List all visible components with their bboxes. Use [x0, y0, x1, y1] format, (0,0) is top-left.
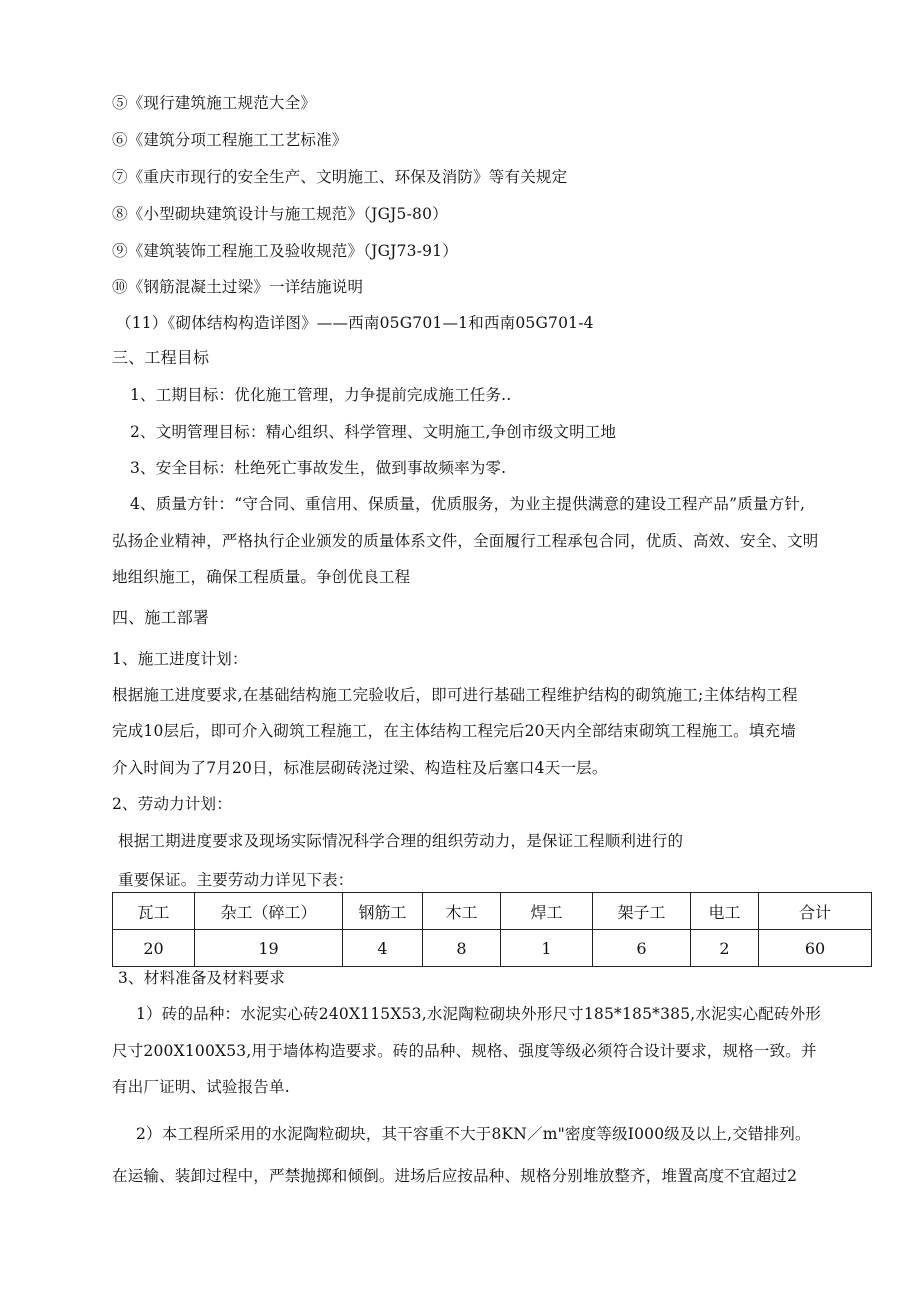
- labor-title: 2、劳动力计划：: [112, 795, 232, 813]
- reference-item: ⑩《钢筋混凝土过梁》一详结施说明: [112, 278, 364, 296]
- reference-item: ⑦《重庆市现行的安全生产、文明施工、环保及消防》等有关规定: [112, 168, 568, 186]
- section-heading: 三、工程目标: [112, 348, 210, 367]
- table-header-cell: 合计: [759, 893, 872, 930]
- quality-policy-line: 地组织施工，确保工程质量。争创优良工程: [112, 568, 411, 586]
- schedule-line: 根据施工进度要求,在基础结构施工完验收后，即可进行基础工程维护结构的砌筑施工;主体结构工程: [112, 686, 798, 704]
- table-header-cell: 焊工: [501, 893, 593, 930]
- table-header-cell: 电工: [691, 893, 759, 930]
- table-cell: 60: [759, 930, 872, 967]
- quality-policy-line: 弘扬企业精神，严格执行企业颁发的质量体系文件，全面履行工程承包合同，优质、高效、安全、文明: [112, 532, 819, 550]
- table-cell: 1: [501, 930, 593, 967]
- table-header-cell: 木工: [423, 893, 501, 930]
- reference-item: ⑧《小型砌块建筑设计与施工规范》（JGJ5-80）: [112, 205, 448, 223]
- table-cell: 8: [423, 930, 501, 967]
- table-cell: 19: [195, 930, 343, 967]
- materials-title: 3、材料准备及材料要求: [118, 969, 286, 987]
- reference-item: ⑥《建筑分项工程施工工艺标准》: [112, 131, 348, 149]
- schedule-line: 介入时间为了7月20日，标准层砌砖浇过梁、构造柱及后塞口4天一层。: [112, 759, 608, 777]
- reference-item: ⑨《建筑装饰工程施工及验收规范》（JGJ73-91）: [112, 242, 458, 260]
- table-cell: 20: [113, 930, 195, 967]
- table-header-cell: 钢筋工: [343, 893, 423, 930]
- materials-line: 1）砖的品种：水泥实心砖240X115X53,水泥陶粒砌块外形尺寸185*185*385,水泥实心配砖外形: [136, 1005, 822, 1023]
- materials-line: 尺寸200X100X53,用于墙体构造要求。砖的品种、规格、强度等级必须符合设计要求，规格一致。并: [112, 1042, 817, 1060]
- table-header-cell: 杂工（碎工）: [195, 893, 343, 930]
- table-header-row: [113, 893, 872, 930]
- schedule-title: 1、施工进度计划：: [112, 650, 248, 668]
- section-heading: 四、施工部署: [112, 608, 210, 627]
- goal-item: 3、安全目标：杜绝死亡事故发生，做到事故频率为零.: [130, 459, 507, 477]
- materials-line: 有出厂证明、试验报告单.: [112, 1078, 290, 1096]
- table-cell: 2: [691, 930, 759, 967]
- schedule-line: 完成10层后，即可介入砌筑工程施工，在主体结构工程完后20天内全部结束砌筑工程施工。填充墙: [112, 722, 796, 740]
- labor-table: [112, 892, 872, 967]
- quality-policy-line: 4、质量方针：“守合同、重信用、保质量，优质服务，为业主提供满意的建设工程产品”质量方针,: [130, 495, 806, 513]
- table-header-cell: 架子工: [593, 893, 691, 930]
- table-cell: 6: [593, 930, 691, 967]
- goal-item: 1、工期目标：优化施工管理，力争提前完成施工任务..: [130, 386, 512, 404]
- goal-item: 2、文明管理目标：精心组织、科学管理、文明施工,争创市级文明工地: [130, 423, 617, 441]
- materials-line: 2）本工程所采用的水泥陶粒砌块，其干容重不大于8KN／m"密度等级I000级及以上,交错排列。: [136, 1125, 811, 1143]
- reference-item: ⑤《现行建筑施工规范大全》: [112, 94, 317, 112]
- labor-intro-line: 重要保证。主要劳动力详见下表：: [118, 871, 354, 889]
- table-header-cell: 瓦工: [113, 893, 195, 930]
- reference-item: （11）《砌体结构构造详图》——西南05G701—1和西南05G701-4: [116, 314, 594, 332]
- table-cell: 4: [343, 930, 423, 967]
- materials-line: 在运输、装卸过程中，严禁抛掷和倾倒。进场后应按品种、规格分别堆放整齐，堆置高度不宜超过2: [112, 1167, 798, 1185]
- table-row: [113, 930, 872, 967]
- labor-intro-line: 根据工期进度要求及现场实际情况科学合理的组织劳动力，是保证工程顺利进行的: [118, 832, 684, 850]
